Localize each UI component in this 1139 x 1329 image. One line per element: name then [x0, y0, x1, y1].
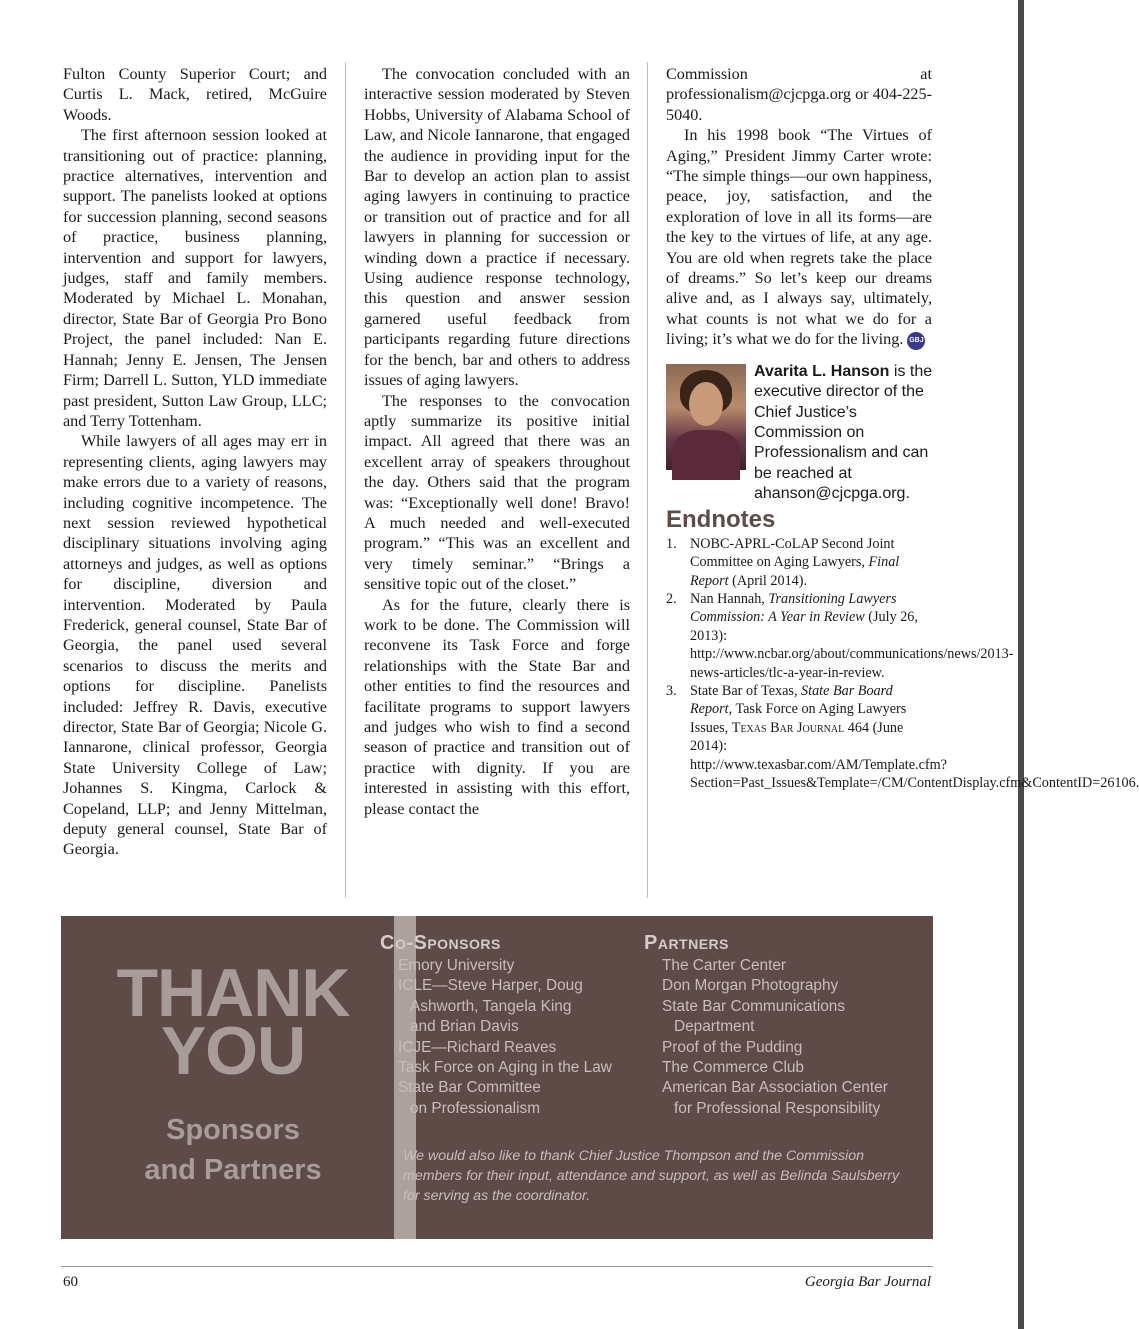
endnote-link: 464 (June 2014): http://www.texasbar.com/AM/Template.cfm?Section=Past_Issues&Template=/CM/ContentDisplay.cfm&ContentID=26106. [690, 719, 1139, 791]
endnote-item [666, 535, 932, 590]
endnote-number: 1. [666, 535, 677, 552]
endnote-title: Final Report [690, 554, 900, 589]
endnote-link: (July 26, 2013): http://www.ncbar.org/about/communications/news/2013-news-articles/tlc-a-year-in-review. [690, 609, 1014, 681]
cosponsors-heading: Co-Sponsors [380, 932, 501, 954]
paragraph: The responses to the convocation aptly summarize its positive initial impact. All agreed that there was an excellent array of speakers throughout the day. Others said that the program was: “Exceptionally well done! Bravo! A much needed and well-executed program.” “This was an excellent and very timely seminar.” “Brings a sensitive topic out of the closet.” [364, 391, 630, 594]
cosponsors-list [380, 930, 640, 1119]
list-item: The Carter Center [662, 957, 787, 974]
list-item: State Bar Communications [662, 997, 846, 1015]
paragraph: The convocation concluded with an interactive session moderated by Steven Hobbs, University of Alabama School of Law, and Nicole Iannarone, that engaged the audience in providing input for the Bar to develop an action plan to assist aging lawyers in continuing to practice or transition out of practice and for all lawyers in planning for succession or winding down a practice if necessary. Using audience response technology, this question and answer session garnered useful feedback from participants regarding future directions for the bench, bar and others to address issues of aging lawyers. [364, 65, 630, 390]
endnote-text: , Task Force on Aging Lawyers Issues, [690, 701, 907, 736]
endnote-text: NOBC-APRL-CoLAP Second Joint Committee on Aging Lawyers, [690, 535, 895, 571]
paragraph: While lawyers of all ages may err in representing clients, aging lawyers may make errors due to a variety of reasons, including cognitive incompetence. The next session reviewed hypothetical disciplinary situations involving aging attorneys and judges, as well as options for discipline, diversion and intervention. Moderated by Paula Frederick, general counsel, State Bar of Georgia, the panel used several scenarios to discuss the merits and options for discipline. Panelists included: Jeffrey R. Davis, executive director, State Bar of Georgia; Nicole G. Iannarone, clinical professor, Georgia State University College of Law; Johannes S. Kingma, Carlock & Copeland, LLP; and Jenny Mittelman, deputy general counsel, State Bar of Georgia. [63, 432, 327, 859]
paragraph: Commission at professionalism@cjcpga.org or 404-225-5040. [666, 65, 932, 124]
article-column-1 [63, 64, 327, 860]
endnote-title: State Bar Board Report [690, 682, 893, 718]
publication-name: Georgia Bar Journal [804, 1274, 931, 1290]
endnote-text: Nan Hannah, [690, 590, 769, 607]
article-column-3 [666, 64, 1139, 792]
thank-you-title [73, 955, 393, 1190]
endnote-item [666, 590, 1014, 682]
list-item: The Commerce Club [662, 1059, 804, 1077]
page-edge-shadow [1018, 0, 1024, 1329]
list-item: ICLE—Steve Harper, Doug [398, 977, 583, 995]
endnote-title: Transitioning Lawyers Commission: A Year in Review [690, 590, 897, 626]
acknowledgement-note: We would also like to thank Chief Justice Thompson and the Commission members for their input, attendance and support, as well as Belinda Saulsberry for serving as the coordinator. [403, 1148, 900, 1205]
list-item: Proof of the Pudding [662, 1038, 803, 1056]
endnote-text: (April 2014). [728, 572, 808, 589]
list-item: Ashworth, Tangela King [410, 997, 572, 1015]
list-item: Emory University [398, 957, 515, 974]
list-item: Don Morgan Photography [662, 977, 839, 995]
list-item: on Professionalism [410, 1099, 541, 1117]
endnotes-heading: Endnotes [666, 505, 776, 533]
thank-you-sponsors-box [61, 916, 933, 1239]
list-item: Task Force on Aging in the Law [398, 1059, 612, 1077]
author-name: Avarita L. Hanson [754, 362, 890, 380]
endnote-number: 2. [666, 590, 677, 607]
gbj-end-mark-icon: GBJ [907, 332, 925, 350]
list-item: for Professional Responsibility [674, 1099, 881, 1117]
footer-divider [61, 1266, 933, 1267]
author-description: is the executive director of the Chief Justice’s Commission on Professionalism and can be reached at ahanson@cjcpga.org. [754, 362, 933, 503]
column-divider [647, 62, 648, 898]
article-column-2 [364, 64, 630, 819]
subtitle-line: Sponsors [166, 1114, 300, 1146]
column-divider [345, 62, 346, 898]
author-photo [666, 364, 746, 470]
list-item: and Brian Davis [410, 1018, 519, 1036]
list-item: Department [674, 1018, 755, 1036]
page-number: 60 [63, 1274, 78, 1290]
closing-paragraph-text: In his 1998 book “The Virtues of Aging,” President Jimmy Carter wrote: “The simple things—our own happiness, peace, joy, satisfaction, and the exploration of love in all its forms—are the key to the virtues of life, at any age. You are old when regrets take the place of dreams.” So let’s keep our dreams alive and, as I always say, ultimately, what counts is not what we do for a living; it’s what we do for the living. [666, 126, 932, 349]
partners-list [644, 930, 932, 1119]
list-item: State Bar Committee [398, 1079, 541, 1097]
author-bio [666, 362, 932, 502]
subtitle-line: and Partners [144, 1154, 322, 1186]
thank-line: THANK [116, 955, 350, 1031]
partners-heading: Partners [644, 932, 730, 954]
endnote-item [666, 682, 1139, 792]
endnote-number: 3. [666, 682, 677, 699]
endnotes-list [666, 535, 1139, 793]
endnote-text: State Bar of Texas, [690, 682, 802, 699]
endnote-journal: Texas Bar Journal [731, 719, 845, 736]
list-item: American Bar Association Center [662, 1079, 888, 1097]
paragraph: Fulton County Superior Court; and Curtis L. Mack, retired, McGuire Woods. [63, 65, 327, 124]
you-line: YOU [160, 1013, 306, 1089]
sponsors-subtitle [73, 1110, 393, 1190]
list-item: ICJE—Richard Reaves [398, 1038, 557, 1056]
paragraph [666, 125, 932, 349]
author-bio-text [754, 362, 934, 505]
paragraph: The first afternoon session looked at transitioning out of practice: planning, practice alternatives, intervention and support. The panelists looked at options for succession planning, second seasons of practice, business planning, intervention and support for lawyers, judges, staff and family members. Moderated by Michael L. Monahan, director, State Bar of Georgia Pro Bono Project, the panel included: Nan E. Hannah; Jenny E. Jensen, The Jensen Firm; Darrell L. Sutton, YLD immediate past president, Sutton Law Group, LLC; and Terry Tottenham. [63, 126, 327, 430]
paragraph: As for the future, clearly there is work to be done. The Commission will reconvene its Task Force and forge relationships with the State Bar and other entities to find the resources and facilitate programs to support lawyers and judges who wish to find a second season of practice and transition out of practice with dignity. If you are interested in assisting with this effort, please contact the [364, 595, 630, 818]
